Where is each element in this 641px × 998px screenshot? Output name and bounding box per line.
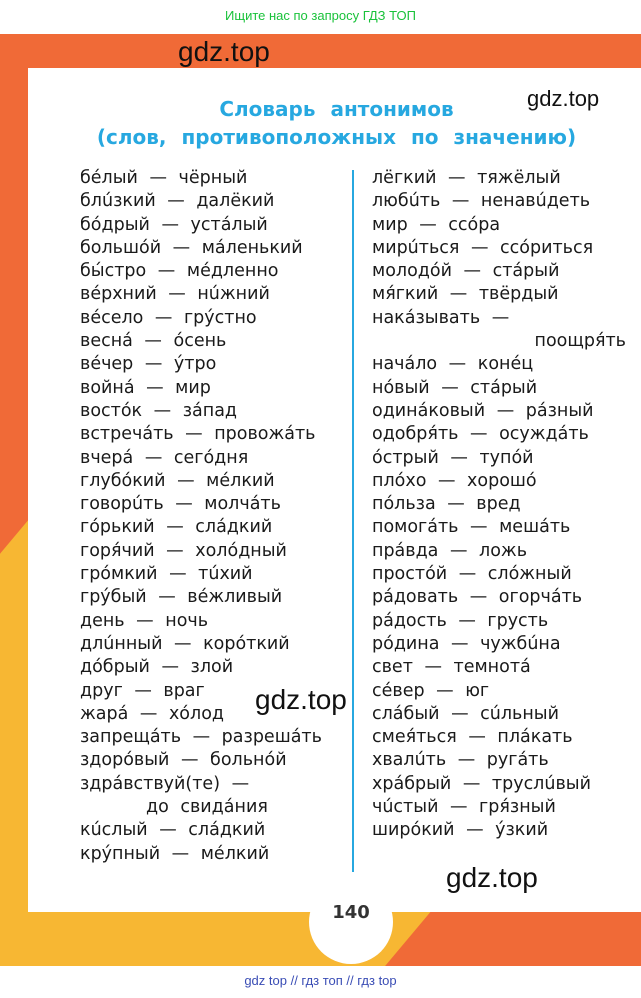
watermark: gdz.top <box>178 36 270 67</box>
watermark: gdz.top <box>255 684 347 715</box>
antonym-pair: блúзкий — далёкий <box>80 191 275 212</box>
watermark: gdz.top <box>527 86 600 111</box>
antonym-pair-continuation: до свидáния <box>146 797 268 818</box>
antonym-pair: хвалúть — ругáть <box>372 750 549 771</box>
page-number: 140 <box>332 902 370 923</box>
antonym-pair: грóмкий — тúхий <box>80 564 253 585</box>
dictionary-subtitle: (слов, противоположных по значению) <box>96 125 577 149</box>
antonym-pair: бóдрый — устáлый <box>80 214 268 235</box>
antonym-pair: рáдовать — огорчáть <box>372 587 583 608</box>
search-banner[interactable]: Ищите нас по запросу ГДЗ ТОП <box>225 8 416 23</box>
antonym-pair: чúстый — гря́зный <box>372 797 556 818</box>
antonym-pair: говорúть — молчáть <box>80 494 281 515</box>
antonym-pair: вчерá — сегóдня <box>80 447 249 468</box>
antonym-pair: гóрький — слáдкий <box>80 517 273 538</box>
antonym-pair: помогáть — мешáть <box>372 517 571 538</box>
watermark: gdz.top <box>446 862 538 893</box>
antonym-pair: вéрхний — нúжний <box>80 284 270 305</box>
antonym-pair: пóльза — вред <box>372 494 521 515</box>
antonym-pair: жарá — хóлод <box>80 703 225 724</box>
antonym-pair: крýпный — мéлкий <box>80 843 270 864</box>
antonym-list-right <box>372 167 634 843</box>
antonym-pair: бéлый — чёрный <box>80 168 248 188</box>
antonym-pair: одинáковый — рáзный <box>372 400 594 421</box>
antonym-pair: бы́стро — мéдленно <box>80 261 279 282</box>
antonym-pair: óстрый — тупóй <box>372 447 534 468</box>
antonym-pair: большóй — мáленький <box>80 237 303 258</box>
antonym-pair: запрещáть — разрешáть <box>80 727 322 748</box>
antonym-pair: нóвый — стáрый <box>372 377 538 398</box>
antonym-pair: лёгкий — тяжёлый <box>372 168 561 188</box>
antonym-pair: встречáть — провожáть <box>80 424 316 445</box>
column-divider <box>352 170 354 872</box>
antonym-pair: рáдость — грусть <box>372 610 549 631</box>
antonym-pair: друг — враг <box>80 680 205 701</box>
antonym-pair: здрáвствуй(те) — <box>80 773 250 794</box>
antonym-pair: горя́чий — холóдный <box>80 540 287 561</box>
antonym-pair: веснá — óсень <box>80 331 227 352</box>
antonym-pair: свет — темнотá <box>372 657 531 678</box>
antonym-pair: дóбрый — злой <box>80 657 234 678</box>
antonym-pair: вéсело — грýстно <box>80 307 257 328</box>
antonym-pair: грýбый — вéжливый <box>80 587 283 608</box>
antonym-pair: глубóкий — мéлкий <box>80 470 275 491</box>
antonym-pair: длúнный — корóткий <box>80 633 290 654</box>
antonym-pair: здорóвый — больнóй <box>80 750 287 771</box>
antonym-pair: ширóкий — ýзкий <box>372 820 549 841</box>
antonym-pair: востóк — зáпад <box>80 400 238 421</box>
antonym-pair: рóдина — чужбúна <box>372 633 561 654</box>
antonym-pair: мя́гкий — твёрдый <box>372 284 559 305</box>
antonym-pair: слáбый — сúльный <box>372 703 559 724</box>
antonym-pair: вéчер — ýтро <box>80 354 217 375</box>
antonym-pair: сéвер — юг <box>372 680 490 701</box>
antonym-pair: любúть — ненавúдеть <box>372 191 591 212</box>
antonym-pair: молодóй — стáрый <box>372 261 560 282</box>
antonym-pair: мир — ссóра <box>372 214 501 235</box>
dictionary-title: Словарь антонимов <box>219 97 454 121</box>
antonym-pair: простóй — слóжный <box>372 564 572 585</box>
antonym-pair: прáвда — ложь <box>372 540 528 561</box>
antonym-pair: день — ночь <box>80 610 209 631</box>
antonym-pair: мирúться — ссóриться <box>372 237 594 258</box>
antonym-pair: начáло — конéц <box>372 354 534 375</box>
antonym-pair: войнá — мир <box>80 377 211 398</box>
antonym-pair: хрáбрый — труслúвый <box>372 773 591 794</box>
footer-links[interactable]: gdz top // гдз топ // гдз top <box>244 973 397 988</box>
antonym-pair: одобря́ть — осуждáть <box>372 424 589 445</box>
antonym-list-left <box>80 167 345 866</box>
antonym-pair: смея́ться — плáкать <box>372 727 573 748</box>
antonym-pair: накáзывать — <box>372 307 510 328</box>
antonym-pair: кúслый — слáдкий <box>80 820 266 841</box>
antonym-pair-continuation: поощря́ть <box>534 331 626 352</box>
antonym-pair: плóхо — хорошó <box>372 470 537 491</box>
